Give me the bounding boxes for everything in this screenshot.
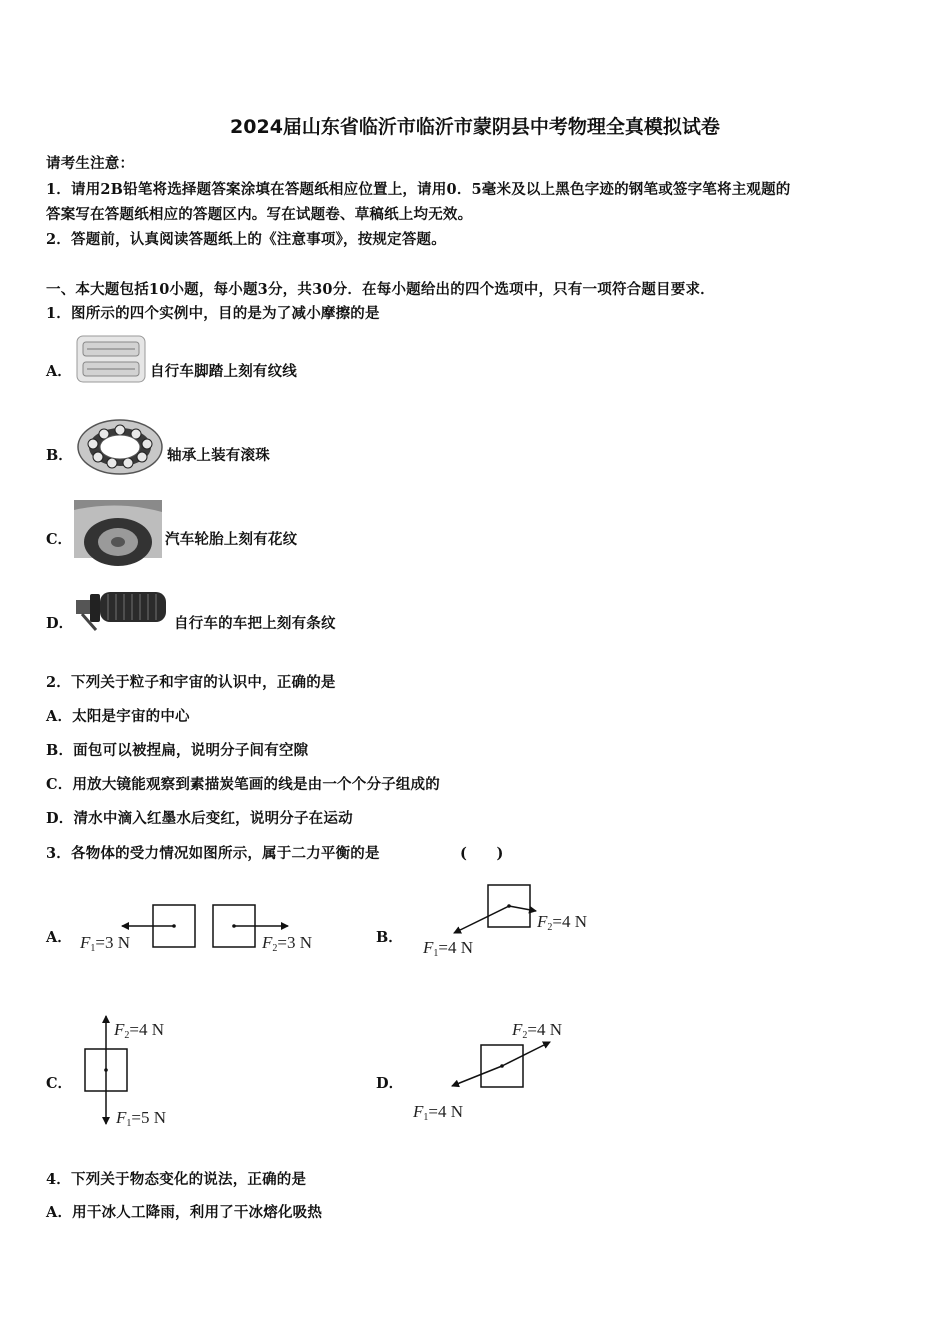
q1-option-c-text: 汽车轮胎上刻有花纹 (165, 531, 298, 548)
q2-option-b: B．面包可以被捏扁，说明分子间有空隙 (46, 742, 309, 759)
q1-option-b-text: 轴承上装有滚珠 (167, 447, 270, 464)
handlebar-grip-icon (76, 586, 172, 632)
q2-option-d: D．清水中滴入红墨水后变红，说明分子在运动 (46, 810, 353, 827)
force-label-d1: $F_1=4$ N (413, 1102, 464, 1123)
force-label-c2: $F_2=4$ N (114, 1020, 165, 1041)
q2-stem: 2．下列关于粒子和宇宙的认识中，正确的是 (46, 674, 336, 691)
force-label-c1: $F_1=5$ N (116, 1108, 167, 1129)
q1-option-a-label: A． (46, 363, 72, 380)
car-tire-icon (74, 500, 162, 558)
notice-line-1: 1．请用2B铅笔将选择题答案涂填在答题纸相应位置上，请用0．5毫米及以上黑色字迹的钢笔或签字笔将主观题的 (46, 181, 791, 198)
notice-line-2: 2．答题前，认真阅读答题纸上的《注意事项》，按规定答题。 (46, 231, 446, 248)
force-label-a1: $F_1=3$ N (80, 933, 131, 954)
q3-answer-blank: ( ) (460, 845, 504, 862)
q1-option-a-text: 自行车脚踏上刻有纹线 (150, 363, 297, 380)
q1-option-c-label: C． (46, 531, 73, 548)
force-label-b1: $F_1=4$ N (423, 938, 474, 959)
force-label-d2: $F_2=4$ N (512, 1020, 563, 1041)
q3-stem: 3．各物体的受力情况如图所示，属于二力平衡的是 (46, 845, 380, 862)
q2-option-a: A．太阳是宇宙的中心 (46, 708, 190, 725)
q1-stem: 1．图所示的四个实例中，目的是为了减小摩擦的是 (46, 305, 380, 322)
q1-option-d-label: D． (46, 615, 74, 632)
q4-option-a: A．用干冰人工降雨，利用了干冰熔化吸热 (46, 1204, 323, 1221)
bicycle-pedal-icon (75, 334, 147, 384)
q2-option-c: C．用放大镜能观察到素描炭笔画的线是由一个个分子组成的 (46, 776, 440, 793)
force-label-b2: $F_2=4$ N (537, 912, 588, 933)
q1-option-b-label: B． (46, 447, 73, 464)
notice-heading: 请考生注意： (46, 155, 135, 172)
force-arrow-d1 (452, 1066, 502, 1086)
q3-option-a-label: A． (46, 929, 72, 946)
notice-line-1b: 答案写在答题纸相应的答题区内。写在试题卷、草稿纸上均无效。 (46, 206, 473, 223)
q3-option-c-label: C． (46, 1075, 73, 1092)
section-heading: 一、本大题包括10小题，每小题3分，共30分．在每小题给出的四个选项中，只有一项符合题目要求． (46, 281, 715, 298)
q1-option-d-text: 自行车的车把上刻有条纹 (174, 615, 336, 632)
force-label-a2: $F_2=3$ N (262, 933, 313, 954)
q4-stem: 4．下列关于物态变化的说法，正确的是 (46, 1171, 307, 1188)
page-title: 2024届山东省临沂市临沂市蒙阴县中考物理全真模拟试卷 (230, 116, 720, 138)
ball-bearing-icon (76, 418, 164, 476)
q3-option-d-label: D． (376, 1075, 404, 1092)
q3-option-b-label: B． (376, 929, 403, 946)
force-arrow-b1 (454, 906, 509, 933)
force-arrow-b2 (509, 906, 536, 911)
